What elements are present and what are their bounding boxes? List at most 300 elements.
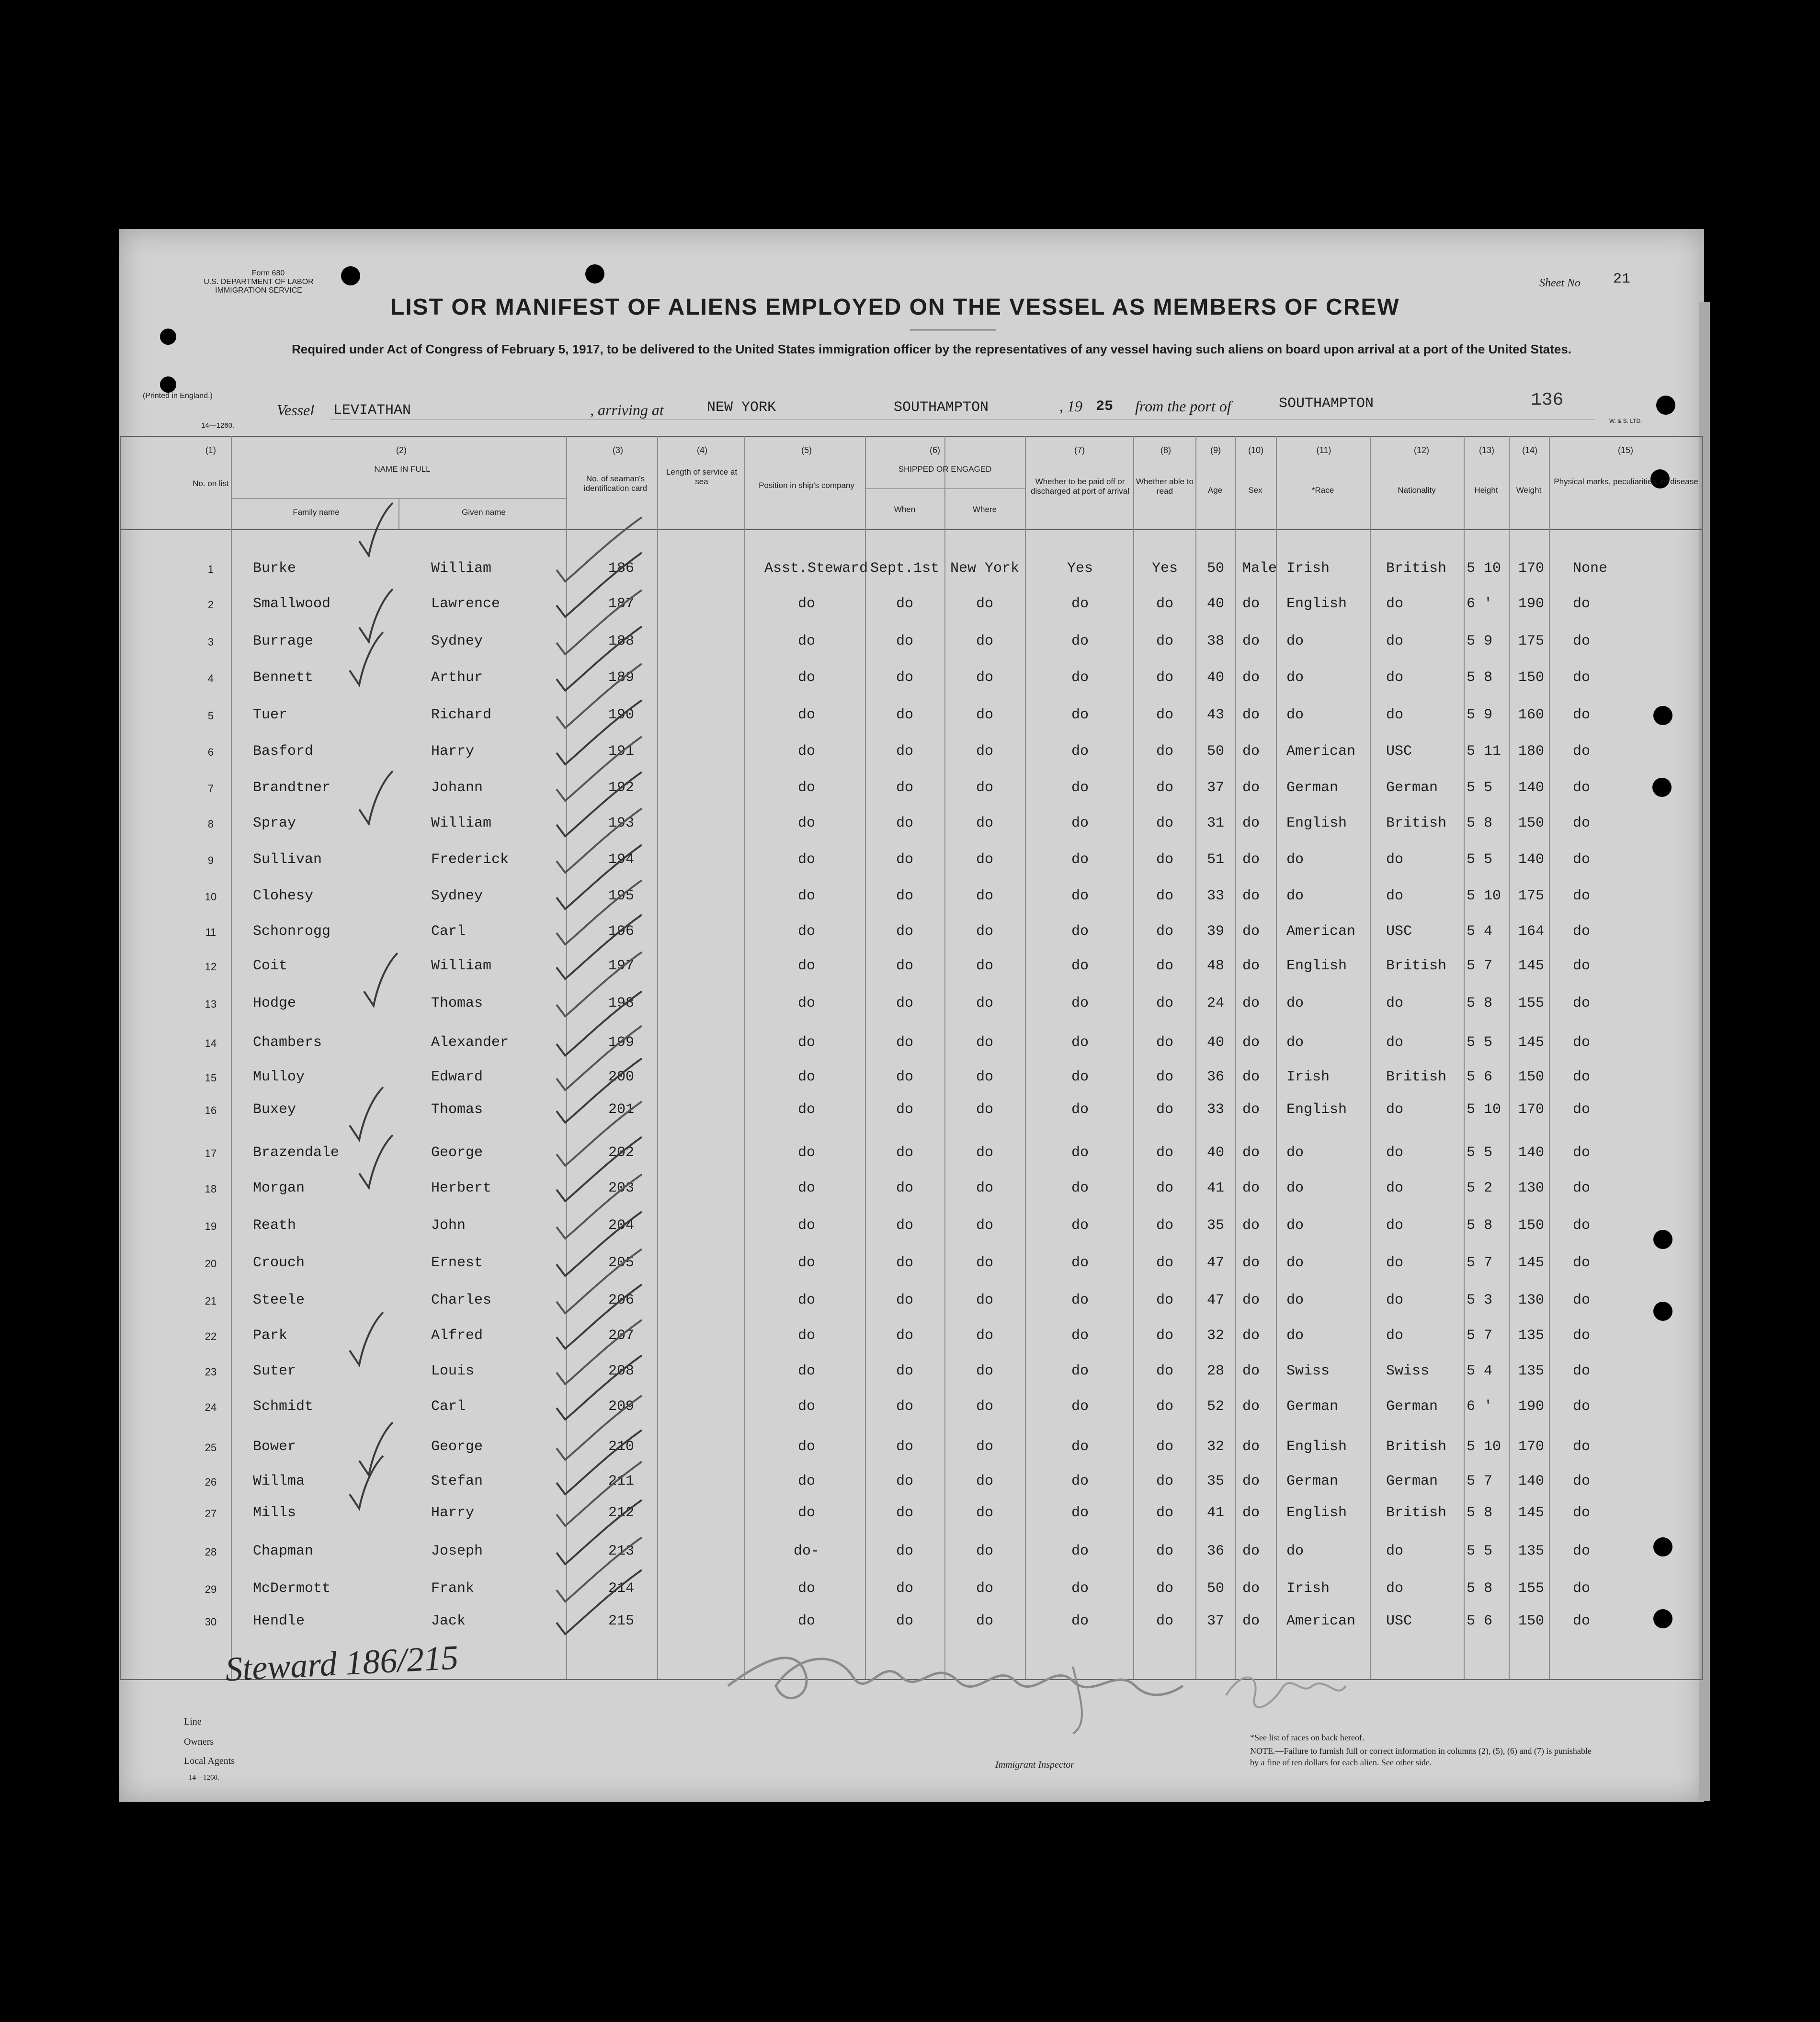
- column-number: (8): [1160, 445, 1171, 455]
- position-cell: do: [797, 1255, 815, 1271]
- column-number: (1): [205, 445, 216, 455]
- shipped-where-cell: do: [976, 888, 993, 904]
- family-name-cell: Hodge: [253, 995, 296, 1011]
- height-cell: 5 7: [1467, 1473, 1493, 1489]
- id-card-cell: 207: [608, 1328, 635, 1344]
- sex-cell: do: [1242, 888, 1260, 904]
- shipped-when-cell: do: [896, 1034, 913, 1051]
- row-number-cell: 20: [205, 1258, 217, 1270]
- age-cell: 43: [1207, 707, 1225, 723]
- given-name-cell: Lawrence: [431, 596, 500, 612]
- given-name-cell: Jack: [431, 1613, 466, 1629]
- shipped-where-cell: do: [976, 1439, 993, 1455]
- sex-cell: do: [1242, 743, 1260, 760]
- family-name-cell: McDermott: [253, 1580, 331, 1597]
- year-value: 25: [1096, 398, 1114, 415]
- age-cell: 40: [1207, 670, 1225, 686]
- weight-cell: 145: [1518, 1505, 1545, 1521]
- race-cell: Irish: [1286, 1580, 1330, 1597]
- able-read-cell: do: [1156, 596, 1173, 612]
- height-cell: 5 9: [1467, 707, 1493, 723]
- column-rule: [1025, 436, 1026, 1679]
- row-number-cell: 13: [205, 998, 217, 1010]
- row-number-cell: 22: [205, 1330, 217, 1342]
- row-number-cell: 14: [205, 1037, 217, 1049]
- paid-off-cell: do: [1071, 1505, 1089, 1521]
- race-cell: American: [1286, 743, 1356, 760]
- printer-mark: W. & S. LTD.: [1609, 418, 1642, 424]
- height-cell: 5 9: [1467, 633, 1493, 649]
- nationality-cell: do: [1386, 1180, 1404, 1196]
- column-number: (3): [613, 445, 623, 455]
- physical-marks-cell: do: [1573, 1328, 1591, 1344]
- shipped-where-cell: do: [976, 1328, 993, 1344]
- family-name-cell: Sullivan: [253, 852, 322, 868]
- race-cell: do: [1286, 1255, 1304, 1271]
- sex-cell: do: [1242, 1580, 1260, 1597]
- sex-cell: do: [1242, 1543, 1260, 1559]
- race-cell: do: [1286, 852, 1304, 868]
- column-rule: [1549, 436, 1550, 1679]
- age-cell: 35: [1207, 1217, 1225, 1234]
- family-name-cell: Brazendale: [253, 1145, 340, 1161]
- shipped-where-cell: do: [976, 995, 993, 1011]
- age-cell: 41: [1207, 1180, 1225, 1196]
- header-sex: Sex: [1248, 486, 1263, 495]
- nationality-cell: Swiss: [1386, 1363, 1430, 1379]
- header-nationality: Nationality: [1398, 486, 1436, 495]
- shipped-where-cell: do: [976, 1473, 993, 1489]
- able-read-cell: do: [1156, 1363, 1173, 1379]
- weight-cell: 135: [1518, 1543, 1545, 1559]
- shipped-where-cell: do: [976, 1398, 993, 1415]
- column-number: (11): [1316, 445, 1331, 455]
- race-cell: English: [1286, 1439, 1347, 1455]
- footer-line-label: Line: [184, 1716, 202, 1727]
- sex-cell: do: [1242, 1505, 1260, 1521]
- row-number-cell: 19: [205, 1220, 217, 1232]
- sex-cell: do: [1242, 815, 1260, 831]
- race-cell: do: [1286, 888, 1304, 904]
- paid-off-cell: do: [1071, 1439, 1089, 1455]
- physical-marks-cell: do: [1573, 1398, 1591, 1415]
- row-number-cell: 1: [207, 563, 214, 575]
- row-number-cell: 23: [205, 1366, 217, 1378]
- physical-marks-cell: do: [1573, 1439, 1591, 1455]
- shipped-when-cell: do: [896, 958, 913, 974]
- weight-cell: 164: [1518, 923, 1545, 940]
- age-cell: 40: [1207, 1034, 1225, 1051]
- physical-marks-cell: do: [1573, 1180, 1591, 1196]
- race-cell: do: [1286, 1328, 1304, 1344]
- column-number: (5): [801, 445, 812, 455]
- able-read-cell: do: [1156, 1292, 1173, 1308]
- family-name-cell: Spray: [253, 815, 296, 831]
- header-physical: Physical marks, peculiarities, or disease: [1554, 477, 1698, 486]
- age-cell: 33: [1207, 888, 1225, 904]
- shipped-where-cell: do: [976, 633, 993, 649]
- able-read-cell: do: [1156, 923, 1173, 940]
- row-number-cell: 3: [207, 636, 214, 648]
- column-number: (14): [1522, 445, 1537, 455]
- sex-cell: do: [1242, 1102, 1260, 1118]
- age-cell: 32: [1207, 1328, 1225, 1344]
- column-rule: [566, 436, 567, 1679]
- id-card-cell: 206: [608, 1292, 635, 1308]
- age-cell: 51: [1207, 852, 1225, 868]
- given-name-cell: Alfred: [431, 1328, 483, 1344]
- shipped-where-cell: do: [976, 815, 993, 831]
- position-cell: do: [797, 1473, 815, 1489]
- able-read-cell: do: [1156, 888, 1173, 904]
- race-cell: Irish: [1286, 560, 1330, 577]
- able-read-cell: do: [1156, 995, 1173, 1011]
- row-number-cell: 10: [205, 891, 217, 903]
- sheet-edge: [1699, 302, 1710, 1801]
- shipped-when-cell: Sept.1st: [870, 560, 940, 577]
- id-card-cell: 212: [608, 1505, 635, 1521]
- shipped-where-cell: do: [976, 596, 993, 612]
- id-card-cell: 197: [608, 958, 635, 974]
- given-name-cell: Louis: [431, 1363, 475, 1379]
- header-paid-off: Whether to be paid off or discharged at port of arrival: [1031, 477, 1129, 496]
- row-number-cell: 7: [207, 783, 214, 795]
- family-name-cell: Schonrogg: [253, 923, 331, 940]
- sheet-number: 21: [1613, 271, 1631, 287]
- row-number-cell: 25: [205, 1442, 217, 1454]
- column-rule: [1509, 436, 1510, 1679]
- race-cell: American: [1286, 1613, 1356, 1629]
- age-cell: 41: [1207, 1505, 1225, 1521]
- id-card-cell: 213: [608, 1543, 635, 1559]
- form-code-top: 14—1260.: [201, 421, 235, 430]
- age-cell: 52: [1207, 1398, 1225, 1415]
- height-cell: 5 10: [1467, 888, 1502, 904]
- shipped-when-cell: do: [896, 1363, 913, 1379]
- sex-cell: do: [1242, 596, 1260, 612]
- given-name-cell: William: [431, 560, 492, 577]
- shipped-where-cell: do: [976, 1102, 993, 1118]
- height-cell: 5 5: [1467, 1145, 1493, 1161]
- shipped-when-cell: do: [896, 923, 913, 940]
- position-cell: do: [797, 1363, 815, 1379]
- position-cell: do: [797, 1180, 815, 1196]
- header-where: Where: [972, 505, 997, 514]
- given-name-cell: Johann: [431, 780, 483, 796]
- row-number-cell: 15: [205, 1072, 217, 1084]
- position-cell: do: [797, 1580, 815, 1597]
- height-cell: 5 11: [1467, 743, 1502, 760]
- position-cell: do: [797, 815, 815, 831]
- id-card-cell: 200: [608, 1069, 635, 1085]
- nationality-cell: British: [1386, 560, 1447, 577]
- id-card-cell: 186: [608, 560, 635, 577]
- id-card-cell: 209: [608, 1398, 635, 1415]
- weight-cell: 145: [1518, 1034, 1545, 1051]
- sex-cell: do: [1242, 923, 1260, 940]
- given-name-cell: Ernest: [431, 1255, 483, 1271]
- family-name-cell: Clohesy: [253, 888, 314, 904]
- able-read-cell: do: [1156, 1580, 1173, 1597]
- column-rule: [1195, 436, 1196, 1679]
- weight-cell: 150: [1518, 670, 1545, 686]
- shipped-when-cell: do: [896, 1543, 913, 1559]
- id-card-cell: 211: [608, 1473, 635, 1489]
- shipped-when-cell: do: [896, 1398, 913, 1415]
- id-card-cell: 203: [608, 1180, 635, 1196]
- header-race: *Race: [1311, 486, 1334, 495]
- able-read-cell: do: [1156, 670, 1173, 686]
- form-service: IMMIGRATION SERVICE: [215, 286, 302, 295]
- weight-cell: 175: [1518, 633, 1545, 649]
- height-cell: 5 8: [1467, 1580, 1493, 1597]
- physical-marks-cell: do: [1573, 815, 1591, 831]
- height-cell: 5 8: [1467, 1217, 1493, 1234]
- shipped-when-cell: do: [896, 1505, 913, 1521]
- physical-marks-cell: None: [1573, 560, 1608, 577]
- height-cell: 5 8: [1467, 670, 1493, 686]
- given-name-cell: Joseph: [431, 1543, 483, 1559]
- age-cell: 36: [1207, 1543, 1225, 1559]
- nationality-cell: do: [1386, 995, 1404, 1011]
- id-card-cell: 202: [608, 1145, 635, 1161]
- able-read-cell: Yes: [1151, 560, 1178, 577]
- race-cell: do: [1286, 1034, 1304, 1051]
- position-cell: do: [797, 1292, 815, 1308]
- nationality-cell: British: [1386, 815, 1447, 831]
- race-cell: German: [1286, 1398, 1339, 1415]
- physical-marks-cell: do: [1573, 888, 1591, 904]
- punch-hole: [160, 329, 176, 345]
- column-rule: [865, 436, 866, 1679]
- age-cell: 48: [1207, 958, 1225, 974]
- punch-hole: [341, 266, 360, 285]
- given-name-cell: Alexander: [431, 1034, 509, 1051]
- weight-cell: 150: [1518, 815, 1545, 831]
- position-cell: Asst.Steward: [764, 560, 868, 577]
- position-cell: do: [797, 1034, 815, 1051]
- nationality-cell: do: [1386, 1580, 1404, 1597]
- row-number-cell: 4: [207, 672, 214, 684]
- given-name-cell: Stefan: [431, 1473, 483, 1489]
- age-cell: 38: [1207, 633, 1225, 649]
- punch-hole: [1656, 396, 1675, 415]
- nationality-cell: do: [1386, 1255, 1404, 1271]
- paid-off-cell: do: [1071, 1217, 1089, 1234]
- header-when: When: [894, 505, 916, 514]
- shipped-where-cell: do: [976, 1363, 993, 1379]
- family-name-cell: Coit: [253, 958, 288, 974]
- physical-marks-cell: do: [1573, 1217, 1591, 1234]
- given-name-cell: Thomas: [431, 995, 483, 1011]
- position-cell: do: [797, 707, 815, 723]
- height-cell: 6 ': [1467, 596, 1493, 612]
- family-name-cell: Burrage: [253, 633, 314, 649]
- column-number: (15): [1617, 445, 1633, 455]
- nationality-cell: do: [1386, 707, 1404, 723]
- id-card-cell: 205: [608, 1255, 635, 1271]
- shipped-when-cell: do: [896, 743, 913, 760]
- shipped-where-cell: do: [976, 707, 993, 723]
- shipped-when-cell: do: [896, 1217, 913, 1234]
- family-name-cell: Steele: [253, 1292, 305, 1308]
- physical-marks-cell: do: [1573, 1613, 1591, 1629]
- column-number: (6): [930, 445, 940, 455]
- sheet-label: Sheet No: [1539, 277, 1581, 289]
- row-number-cell: 21: [205, 1295, 217, 1307]
- family-name-cell: Willma: [253, 1473, 305, 1489]
- shipped-where-cell: do: [976, 1255, 993, 1271]
- age-cell: 47: [1207, 1292, 1225, 1308]
- position-cell: do: [797, 1439, 815, 1455]
- weight-cell: 170: [1518, 1439, 1545, 1455]
- weight-cell: 150: [1518, 1613, 1545, 1629]
- column-rule: [1464, 436, 1465, 1679]
- header-length-service: Length of service at sea: [666, 467, 738, 486]
- shipped-when-cell: do: [896, 1580, 913, 1597]
- shipped-where-cell: do: [976, 1034, 993, 1051]
- family-name-cell: Hendle: [253, 1613, 305, 1629]
- fine-note: NOTE.—Failure to furnish full or correct information in columns (2), (5), (6) and (7) is punishable by a fine of ten dollars for each alien. See other side.: [1250, 1746, 1592, 1767]
- race-cell: do: [1286, 1145, 1304, 1161]
- given-name-cell: Carl: [431, 923, 466, 940]
- weight-cell: 150: [1518, 1217, 1545, 1234]
- family-name-cell: Suter: [253, 1363, 296, 1379]
- able-read-cell: do: [1156, 633, 1173, 649]
- sex-cell: do: [1242, 1613, 1260, 1629]
- arriving-label: , arriving at: [590, 401, 664, 419]
- shipped-when-cell: do: [896, 1145, 913, 1161]
- id-card-cell: 215: [608, 1613, 635, 1629]
- column-rule: [657, 436, 658, 1679]
- row-number-cell: 26: [205, 1476, 217, 1488]
- age-cell: 50: [1207, 560, 1225, 577]
- nationality-cell: do: [1386, 888, 1404, 904]
- age-cell: 28: [1207, 1363, 1225, 1379]
- shipped-where-cell: do: [976, 1217, 993, 1234]
- position-cell: do: [797, 743, 815, 760]
- height-cell: 5 8: [1467, 1505, 1493, 1521]
- nationality-cell: do: [1386, 1328, 1404, 1344]
- shipped-where-cell: New York: [950, 560, 1020, 577]
- age-cell: 36: [1207, 1069, 1225, 1085]
- height-cell: 5 4: [1467, 1363, 1493, 1379]
- nationality-cell: USC: [1386, 1613, 1412, 1629]
- vessel-name: LEVIATHAN: [333, 402, 411, 419]
- punch-hole: [1653, 1230, 1672, 1249]
- nationality-cell: USC: [1386, 923, 1412, 940]
- column-number: (4): [697, 445, 707, 455]
- nationality-cell: British: [1386, 1439, 1447, 1455]
- weight-cell: 130: [1518, 1292, 1545, 1308]
- header-shipped: SHIPPED OR ENGAGED: [898, 465, 992, 474]
- punch-hole: [160, 376, 176, 393]
- sex-cell: do: [1242, 1255, 1260, 1271]
- weight-cell: 150: [1518, 1069, 1545, 1085]
- physical-marks-cell: do: [1573, 852, 1591, 868]
- race-cell: English: [1286, 1505, 1347, 1521]
- height-cell: 5 7: [1467, 1255, 1493, 1271]
- race-cell: English: [1286, 958, 1347, 974]
- inspector-label: Immigrant Inspector: [995, 1760, 1074, 1770]
- inspector-signature: [709, 1628, 1370, 1734]
- able-read-cell: do: [1156, 1145, 1173, 1161]
- paid-off-cell: do: [1071, 1034, 1089, 1051]
- paid-off-cell: do: [1071, 1255, 1089, 1271]
- paid-off-cell: do: [1071, 1102, 1089, 1118]
- nationality-cell: do: [1386, 670, 1404, 686]
- able-read-cell: do: [1156, 743, 1173, 760]
- family-name-cell: Bower: [253, 1439, 296, 1455]
- able-read-cell: do: [1156, 1328, 1173, 1344]
- position-cell: do: [797, 958, 815, 974]
- height-cell: 5 5: [1467, 1543, 1493, 1559]
- race-cell: English: [1286, 596, 1347, 612]
- sex-cell: do: [1242, 1363, 1260, 1379]
- height-cell: 5 10: [1467, 1439, 1502, 1455]
- form-code-bottom: 14—1260.: [189, 1774, 219, 1782]
- family-name-cell: Chambers: [253, 1034, 322, 1051]
- race-cell: do: [1286, 670, 1304, 686]
- able-read-cell: do: [1156, 1505, 1173, 1521]
- paid-off-cell: do: [1071, 707, 1089, 723]
- physical-marks-cell: do: [1573, 958, 1591, 974]
- column-number: (12): [1413, 445, 1429, 455]
- sex-cell: do: [1242, 995, 1260, 1011]
- punch-hole: [1653, 1609, 1672, 1628]
- able-read-cell: do: [1156, 1543, 1173, 1559]
- race-cell: Irish: [1286, 1069, 1330, 1085]
- height-cell: 5 10: [1467, 1102, 1502, 1118]
- physical-marks-cell: do: [1573, 707, 1591, 723]
- family-name-cell: Mills: [253, 1505, 296, 1521]
- column-rule: [231, 436, 232, 1679]
- able-read-cell: do: [1156, 1034, 1173, 1051]
- shipped-when-cell: do: [896, 1613, 913, 1629]
- position-cell: do: [797, 852, 815, 868]
- paid-off-cell: do: [1071, 1398, 1089, 1415]
- row-number-cell: 24: [205, 1401, 217, 1413]
- physical-marks-cell: do: [1573, 1069, 1591, 1085]
- weight-cell: 140: [1518, 1473, 1545, 1489]
- height-cell: 5 5: [1467, 1034, 1493, 1051]
- age-cell: 47: [1207, 1255, 1225, 1271]
- given-name-cell: Richard: [431, 707, 492, 723]
- height-cell: 5 6: [1467, 1613, 1493, 1629]
- height-cell: 5 10: [1467, 560, 1502, 577]
- shipped-where-cell: do: [976, 1505, 993, 1521]
- given-name-cell: Sydney: [431, 888, 483, 904]
- paid-off-cell: do: [1071, 923, 1089, 940]
- able-read-cell: do: [1156, 852, 1173, 868]
- paid-off-cell: do: [1071, 633, 1089, 649]
- sex-cell: Male: [1242, 560, 1277, 577]
- sub-column-rule: [398, 498, 399, 529]
- sex-cell: do: [1242, 670, 1260, 686]
- column-rule: [1702, 436, 1703, 1679]
- header-id-card: No. of seaman's identification card: [583, 474, 648, 493]
- race-cell: American: [1286, 923, 1356, 940]
- id-card-cell: 190: [608, 707, 635, 723]
- race-cell: German: [1286, 780, 1339, 796]
- header-family-name: Family name: [293, 508, 340, 517]
- header-height: Height: [1474, 486, 1498, 495]
- nationality-cell: German: [1386, 780, 1438, 796]
- shipped-when-cell: do: [896, 1473, 913, 1489]
- shipped-where-cell: do: [976, 1292, 993, 1308]
- shipped-where-cell: do: [976, 743, 993, 760]
- shipped-when-cell: do: [896, 852, 913, 868]
